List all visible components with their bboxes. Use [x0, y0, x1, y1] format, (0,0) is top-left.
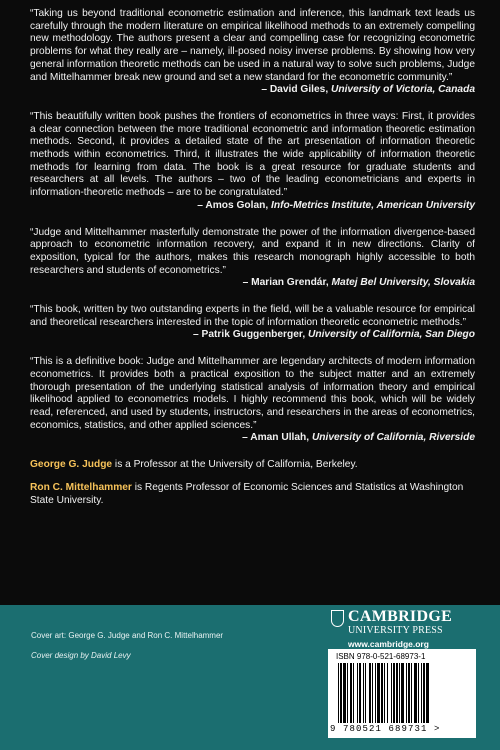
- barcode-icon: [338, 663, 466, 723]
- quote-text: “Judge and Mittelhammer masterfully demonstrate the power of the information divergence-based approach to econometric information recovery, and expand it in new directions. Clarity of exposition, typical for the authors, makes this research monograph highly accessible to both researchers and students of econometrics.”: [30, 226, 475, 276]
- barcode-bar: [359, 663, 361, 723]
- quote-attribution: [30, 329, 475, 342]
- barcode-bar: [363, 663, 364, 723]
- quote-attribution: [30, 432, 475, 445]
- barcode-bar: [343, 663, 346, 723]
- barcode-bar: [377, 663, 380, 723]
- quote-affiliation: Matej Bel University, Slovakia: [331, 277, 475, 289]
- barcode-bar: [338, 663, 339, 723]
- barcode-bar: [399, 663, 400, 723]
- barcode-bar: [387, 663, 388, 723]
- quote-affiliation: University of Victoria, Canada: [331, 84, 475, 96]
- barcode-bar: [396, 663, 398, 723]
- quote-text: “This beautifully written book pushes the frontiers of econometrics in three ways: First, it provides a clear connection between the more traditional econometric and information theoretic estimation methods. Second, it provides a detailed state of the art presentation of information theoretic methods within econometrics. Third, it illustrates the wide applicability of information theoretic methods for learning from data. The book is a great resource for graduate students and researchers at all levels. The authors – two of the leading econometricians and experts in information-theoretic methods – are to be congratulated.”: [30, 110, 475, 199]
- quote-attribution: [30, 84, 475, 97]
- quote-author: – Marian Grendár,: [242, 277, 329, 289]
- barcode-bar: [375, 663, 376, 723]
- cambridge-shield-icon: [331, 610, 344, 627]
- quote-text: “Taking us beyond traditional econometric estimation and inference, this landmark text leads us carefully through the modern literature on empirical likelihood methods to an extremely compelling new methodology. The authors present a clear and compelling case for recognizing econometric problems for what they really are – namely, ill-posed noisy inverse problems. By showing how very general information theoretic methods can be used in a natural way to solve such problems, Judge and Mittelhammer break new ground and set a new standard for the econometric community.”: [30, 8, 475, 83]
- back-cover-content: [30, 8, 475, 517]
- quote-text: “This is a definitive book: Judge and Mittelhammer are legendary architects of modern information econometrics. It provides both a practical exposition to the subject matter and an extremely thorough presentation of the underlying statistical analysis of information theory and empirical likelihood applied to econometrics models. I highly recommend this book, which will be widely read, referenced, and used by students, instructors, and researchers in the areas of econometrics, economics, statistics, and other applied sciences.”: [30, 356, 475, 431]
- quote-attribution: [30, 277, 475, 290]
- publisher-url: www.cambridge.org: [348, 639, 429, 649]
- quote-attribution: [30, 200, 475, 213]
- quote-affiliation: University of California, Riverside: [311, 432, 475, 444]
- quote-author: – David Giles,: [261, 84, 329, 96]
- barcode-bar: [381, 663, 383, 723]
- quote-author: – Amos Golan,: [197, 199, 269, 211]
- quote-author: – Patrik Guggenberger,: [193, 329, 306, 341]
- barcode-bar: [401, 663, 404, 723]
- barcode-bar: [393, 663, 395, 723]
- barcode-bar: [369, 663, 371, 723]
- cover-design-credit: Cover design by David Levy: [31, 651, 131, 660]
- barcode-bar: [340, 663, 342, 723]
- review-quote-golan: [30, 111, 475, 213]
- barcode-bar: [350, 663, 352, 723]
- barcode-bar: [353, 663, 354, 723]
- author-name: George G. Judge: [30, 459, 113, 471]
- isbn-label: ISBN 978-0-521-68973-1: [336, 652, 426, 661]
- barcode-bar: [406, 663, 407, 723]
- barcode-bar: [384, 663, 385, 723]
- author-bio-mittelhammer: [30, 482, 475, 507]
- review-quote-guggenberger: [30, 304, 475, 342]
- barcode-box: [328, 649, 476, 738]
- quote-author: – Aman Ullah,: [242, 432, 310, 444]
- author-bio-text: is Regents Professor of Economic Sciences and Statistics at Washington State University.: [30, 481, 464, 506]
- author-bio-text: is a Professor at the University of California, Berkeley.: [112, 459, 358, 471]
- review-quote-ullah: [30, 356, 475, 445]
- quote-affiliation: University of California, San Diego: [308, 329, 475, 341]
- barcode-bar: [421, 663, 422, 723]
- quote-text: “This book, written by two outstanding experts in the field, will be a valuable resource for empirical and theoretical researchers interested in the topic of information theoretic econometric methods.”: [30, 304, 475, 328]
- publisher-name: CAMBRIDGE: [348, 608, 453, 625]
- barcode-bar: [372, 663, 373, 723]
- barcode-bar: [347, 663, 348, 723]
- publisher-subtitle: UNIVERSITY PRESS: [348, 625, 443, 636]
- barcode-bar: [357, 663, 358, 723]
- barcode-bar: [408, 663, 410, 723]
- review-quote-giles: [30, 8, 475, 97]
- cover-art-credit: Cover art: George G. Judge and Ron C. Mittelhammer: [31, 631, 224, 640]
- review-quote-grendar: [30, 227, 475, 291]
- barcode-bar: [414, 663, 417, 723]
- author-bio-judge: [30, 459, 475, 472]
- quote-affiliation: Info-Metrics Institute, American University: [271, 199, 475, 211]
- barcode-bar: [426, 663, 429, 723]
- author-name: Ron C. Mittelhammer: [30, 481, 132, 493]
- barcode-bar: [411, 663, 412, 723]
- barcode-bar: [365, 663, 366, 723]
- barcode-bar: [391, 663, 392, 723]
- barcode-bar: [423, 663, 425, 723]
- barcode-bar: [418, 663, 419, 723]
- barcode-digits: 9 780521 689731 >: [330, 724, 441, 734]
